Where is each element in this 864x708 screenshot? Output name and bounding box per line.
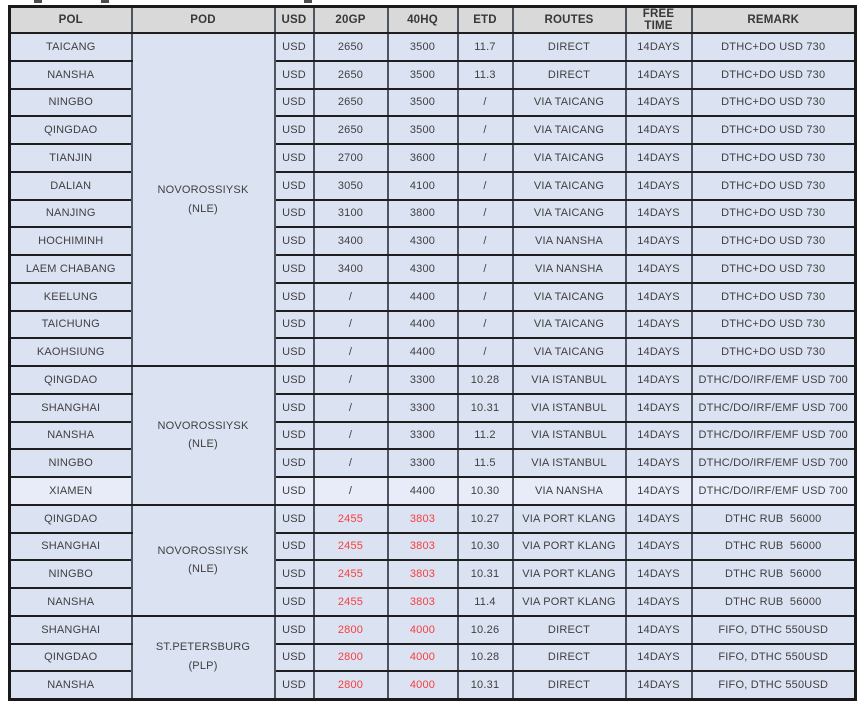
freight-rates-table (8, 5, 857, 701)
hq40-cell: 3300 (388, 366, 458, 394)
routes-cell: VIA ISTANBUL (513, 422, 626, 450)
hq40-cell: 3500 (388, 33, 458, 61)
free-time-cell: 14DAYS (626, 144, 692, 172)
hq40-cell: 3803 (388, 588, 458, 616)
routes-cell: VIA TAICANG (513, 144, 626, 172)
pod-name: ST.PETERSBURG (155, 641, 251, 654)
routes-cell: VIA NANSHA (513, 477, 626, 505)
free-time-cell: 14DAYS (626, 366, 692, 394)
routes-cell: VIA NANSHA (513, 255, 626, 283)
pol-cell: NANSHA (10, 671, 132, 699)
pol-cell: SHANGHAI (10, 616, 132, 644)
hq40-cell: 3300 (388, 422, 458, 450)
gp20-cell: / (314, 283, 388, 311)
routes-cell: VIA TAICANG (513, 200, 626, 228)
remark-cell: DTHC+DO USD 730 (692, 283, 856, 311)
cropped-text-artifact (101, 0, 109, 3)
etd-cell: 10.27 (458, 505, 513, 533)
hq40-cell: 3500 (388, 116, 458, 144)
routes-cell: VIA TAICANG (513, 172, 626, 200)
free-time-cell: 14DAYS (626, 311, 692, 339)
pod-code: (NLE) (188, 438, 218, 451)
hq40-cell: 3803 (388, 505, 458, 533)
gp20-cell: 2650 (314, 61, 388, 89)
hq40-cell: 4000 (388, 644, 458, 672)
routes-cell: VIA ISTANBUL (513, 449, 626, 477)
free-time-cell: 14DAYS (626, 588, 692, 616)
table-row (10, 505, 856, 533)
usd-cell: USD (275, 671, 314, 699)
remark-cell: DTHC/DO/IRF/EMF USD 700 (692, 366, 856, 394)
gp20-cell: 2455 (314, 588, 388, 616)
routes-cell: VIA ISTANBUL (513, 366, 626, 394)
table-row (10, 616, 856, 644)
usd-cell: USD (275, 144, 314, 172)
etd-cell: / (458, 172, 513, 200)
free-time-cell: 14DAYS (626, 89, 692, 117)
hq40-cell: 4000 (388, 671, 458, 699)
hq40-cell: 3300 (388, 449, 458, 477)
gp20-cell: 2800 (314, 671, 388, 699)
free-time-cell: 14DAYS (626, 61, 692, 89)
etd-cell: 10.31 (458, 394, 513, 422)
remark-cell: DTHC+DO USD 730 (692, 255, 856, 283)
table-row (10, 366, 856, 394)
hq40-cell: 4000 (388, 616, 458, 644)
hq40-cell: 4300 (388, 255, 458, 283)
etd-cell: 10.31 (458, 671, 513, 699)
remark-cell: DTHC/DO/IRF/EMF USD 700 (692, 477, 856, 505)
pol-cell: DALIAN (10, 172, 132, 200)
free-time-cell: 14DAYS (626, 283, 692, 311)
gp20-cell: 2650 (314, 116, 388, 144)
hq40-cell: 3500 (388, 89, 458, 117)
etd-cell: 10.30 (458, 477, 513, 505)
remark-cell: DTHC/DO/IRF/EMF USD 700 (692, 394, 856, 422)
cropped-text-artifact (304, 0, 312, 3)
header-row (10, 7, 856, 34)
remark-cell: DTHC RUB 56000 (692, 505, 856, 533)
free-time-cell: 14DAYS (626, 227, 692, 255)
remark-cell: FIFO, DTHC 550USD (692, 644, 856, 672)
column-header-pod: POD (132, 7, 275, 34)
free-time-cell: 14DAYS (626, 533, 692, 561)
pod-name: NOVOROSSIYSK (157, 183, 249, 196)
free-time-cell: 14DAYS (626, 477, 692, 505)
remark-cell: DTHC+DO USD 730 (692, 227, 856, 255)
etd-cell: / (458, 255, 513, 283)
hq40-cell: 3800 (388, 200, 458, 228)
free-time-cell: 14DAYS (626, 172, 692, 200)
gp20-cell: / (314, 449, 388, 477)
usd-cell: USD (275, 283, 314, 311)
gp20-cell: 3400 (314, 255, 388, 283)
column-header-pol: POL (10, 7, 132, 34)
etd-cell: 11.7 (458, 33, 513, 61)
gp20-cell: 2700 (314, 144, 388, 172)
usd-cell: USD (275, 311, 314, 339)
pol-cell: NINGBO (10, 449, 132, 477)
gp20-cell: / (314, 477, 388, 505)
etd-cell: / (458, 89, 513, 117)
remark-cell: DTHC/DO/IRF/EMF USD 700 (692, 422, 856, 450)
etd-cell: 11.5 (458, 449, 513, 477)
hq40-cell: 4300 (388, 227, 458, 255)
routes-cell: VIA TAICANG (513, 89, 626, 117)
usd-cell: USD (275, 533, 314, 561)
pod-cell (132, 505, 275, 616)
free-time-cell: 14DAYS (626, 644, 692, 672)
gp20-cell: 3400 (314, 227, 388, 255)
etd-cell: / (458, 338, 513, 366)
usd-cell: USD (275, 560, 314, 588)
remark-cell: DTHC+DO USD 730 (692, 144, 856, 172)
usd-cell: USD (275, 33, 314, 61)
pol-cell: QINGDAO (10, 505, 132, 533)
hq40-cell: 3600 (388, 144, 458, 172)
etd-cell: 11.4 (458, 588, 513, 616)
remark-cell: DTHC+DO USD 730 (692, 89, 856, 117)
free-time-cell: 14DAYS (626, 116, 692, 144)
usd-cell: USD (275, 172, 314, 200)
usd-cell: USD (275, 255, 314, 283)
etd-cell: / (458, 227, 513, 255)
routes-cell: VIA PORT KLANG (513, 505, 626, 533)
remark-cell: DTHC RUB 56000 (692, 533, 856, 561)
free-time-cell: 14DAYS (626, 505, 692, 533)
routes-cell: DIRECT (513, 33, 626, 61)
usd-cell: USD (275, 588, 314, 616)
etd-cell: / (458, 116, 513, 144)
pol-cell: KEELUNG (10, 283, 132, 311)
usd-cell: USD (275, 200, 314, 228)
free-time-cell: 14DAYS (626, 422, 692, 450)
remark-cell: DTHC+DO USD 730 (692, 200, 856, 228)
hq40-cell: 3500 (388, 61, 458, 89)
usd-cell: USD (275, 338, 314, 366)
table-row (10, 33, 856, 61)
free-time-cell: 14DAYS (626, 616, 692, 644)
etd-cell: 10.28 (458, 644, 513, 672)
hq40-cell: 4400 (388, 477, 458, 505)
pol-cell: QINGDAO (10, 644, 132, 672)
etd-cell: / (458, 283, 513, 311)
pol-cell: TAICANG (10, 33, 132, 61)
hq40-cell: 4400 (388, 283, 458, 311)
routes-cell: VIA TAICANG (513, 283, 626, 311)
column-header-routes: ROUTES (513, 7, 626, 34)
free-time-cell: 14DAYS (626, 33, 692, 61)
etd-cell: / (458, 144, 513, 172)
etd-cell: 11.3 (458, 61, 513, 89)
pod-cell (132, 616, 275, 699)
gp20-cell: / (314, 422, 388, 450)
gp20-cell: 2650 (314, 33, 388, 61)
free-time-cell: 14DAYS (626, 449, 692, 477)
pod-code: (NLE) (188, 563, 218, 576)
gp20-cell: 2455 (314, 533, 388, 561)
routes-cell: DIRECT (513, 671, 626, 699)
etd-cell: 10.30 (458, 533, 513, 561)
pod-cell (132, 33, 275, 366)
usd-cell: USD (275, 644, 314, 672)
etd-cell: 10.31 (458, 560, 513, 588)
hq40-cell: 3300 (388, 394, 458, 422)
gp20-cell: 3050 (314, 172, 388, 200)
routes-cell: VIA NANSHA (513, 227, 626, 255)
usd-cell: USD (275, 116, 314, 144)
etd-cell: 10.28 (458, 366, 513, 394)
column-header-gp20: 20GP (314, 7, 388, 34)
pod-code: (PLP) (188, 660, 218, 673)
remark-cell: DTHC+DO USD 730 (692, 311, 856, 339)
remark-cell: FIFO, DTHC 550USD (692, 616, 856, 644)
routes-cell: VIA TAICANG (513, 311, 626, 339)
routes-cell: VIA PORT KLANG (513, 560, 626, 588)
pol-cell: XIAMEN (10, 477, 132, 505)
routes-cell: VIA PORT KLANG (513, 588, 626, 616)
usd-cell: USD (275, 394, 314, 422)
remark-cell: DTHC RUB 56000 (692, 560, 856, 588)
remark-cell: DTHC+DO USD 730 (692, 116, 856, 144)
column-header-etd: ETD (458, 7, 513, 34)
pol-cell: KAOHSIUNG (10, 338, 132, 366)
etd-cell: 10.26 (458, 616, 513, 644)
routes-cell: VIA TAICANG (513, 338, 626, 366)
column-header-hq40: 40HQ (388, 7, 458, 34)
pol-cell: SHANGHAI (10, 533, 132, 561)
gp20-cell: 2800 (314, 616, 388, 644)
remark-cell: DTHC+DO USD 730 (692, 172, 856, 200)
pol-cell: QINGDAO (10, 116, 132, 144)
pol-cell: LAEM CHABANG (10, 255, 132, 283)
hq40-cell: 3803 (388, 560, 458, 588)
gp20-cell: 3100 (314, 200, 388, 228)
pod-code: (NLE) (188, 202, 218, 215)
gp20-cell: 2650 (314, 89, 388, 117)
column-header-remark: REMARK (692, 7, 856, 34)
pol-cell: NINGBO (10, 560, 132, 588)
usd-cell: USD (275, 477, 314, 505)
routes-cell: DIRECT (513, 61, 626, 89)
freight-rates-table-container (8, 5, 857, 701)
pod-cell (132, 366, 275, 505)
usd-cell: USD (275, 89, 314, 117)
gp20-cell: 2455 (314, 505, 388, 533)
free-time-cell: 14DAYS (626, 394, 692, 422)
hq40-cell: 4400 (388, 338, 458, 366)
routes-cell: VIA ISTANBUL (513, 394, 626, 422)
usd-cell: USD (275, 366, 314, 394)
pol-cell: TIANJIN (10, 144, 132, 172)
usd-cell: USD (275, 505, 314, 533)
gp20-cell: 2455 (314, 560, 388, 588)
table-body (10, 33, 856, 699)
gp20-cell: / (314, 366, 388, 394)
free-time-cell: 14DAYS (626, 560, 692, 588)
pol-cell: NANSHA (10, 422, 132, 450)
free-time-cell: 14DAYS (626, 338, 692, 366)
usd-cell: USD (275, 616, 314, 644)
free-time-cell: 14DAYS (626, 671, 692, 699)
routes-cell: VIA TAICANG (513, 116, 626, 144)
gp20-cell: / (314, 338, 388, 366)
free-time-cell: 14DAYS (626, 255, 692, 283)
cropped-text-artifact (34, 0, 42, 3)
gp20-cell: / (314, 394, 388, 422)
usd-cell: USD (275, 449, 314, 477)
pol-cell: NINGBO (10, 89, 132, 117)
remark-cell: DTHC RUB 56000 (692, 588, 856, 616)
pod-name: NOVOROSSIYSK (157, 419, 249, 432)
hq40-cell: 4100 (388, 172, 458, 200)
hq40-cell: 3803 (388, 533, 458, 561)
remark-cell: DTHC+DO USD 730 (692, 33, 856, 61)
etd-cell: 11.2 (458, 422, 513, 450)
usd-cell: USD (275, 227, 314, 255)
free-time-cell: 14DAYS (626, 200, 692, 228)
gp20-cell: 2800 (314, 644, 388, 672)
pol-cell: NANSHA (10, 588, 132, 616)
pol-cell: NANSHA (10, 61, 132, 89)
pol-cell: HOCHIMINH (10, 227, 132, 255)
column-header-usd: USD (275, 7, 314, 34)
pol-cell: TAICHUNG (10, 311, 132, 339)
etd-cell: / (458, 200, 513, 228)
usd-cell: USD (275, 422, 314, 450)
routes-cell: VIA PORT KLANG (513, 533, 626, 561)
routes-cell: DIRECT (513, 616, 626, 644)
routes-cell: DIRECT (513, 644, 626, 672)
remark-cell: DTHC+DO USD 730 (692, 338, 856, 366)
pol-cell: NANJING (10, 200, 132, 228)
remark-cell: FIFO, DTHC 550USD (692, 671, 856, 699)
pol-cell: QINGDAO (10, 366, 132, 394)
hq40-cell: 4400 (388, 311, 458, 339)
gp20-cell: / (314, 311, 388, 339)
etd-cell: / (458, 311, 513, 339)
pol-cell: SHANGHAI (10, 394, 132, 422)
remark-cell: DTHC/DO/IRF/EMF USD 700 (692, 449, 856, 477)
pod-name: NOVOROSSIYSK (157, 544, 249, 557)
remark-cell: DTHC+DO USD 730 (692, 61, 856, 89)
usd-cell: USD (275, 61, 314, 89)
column-header-free_time: FREE TIME (626, 7, 692, 34)
